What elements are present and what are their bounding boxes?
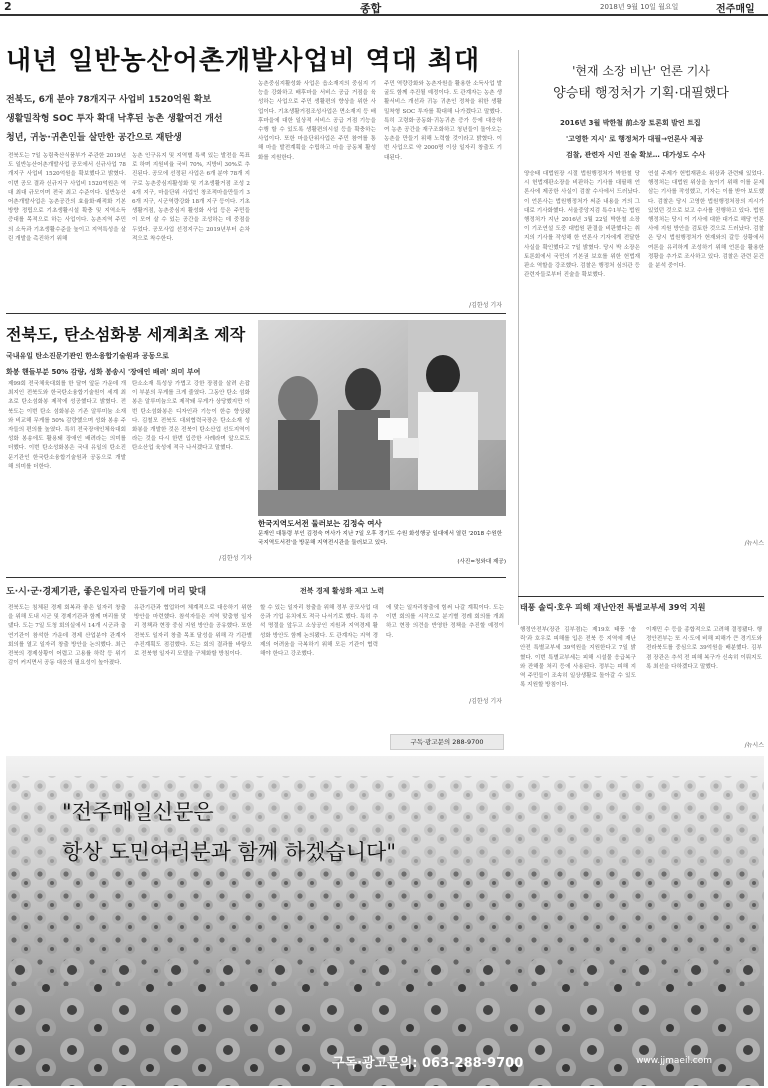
ad-slogan-line1: "전주매일신문은 [62, 800, 214, 824]
photo-caption-text: 문재인 대통령 부인 김정숙 여사가 지난 7일 오후 경기도 수원 화성행궁 일대에서 열린 '2018 수원한국지역도서전'을 방문해 지역전시관을 둘러보고 있다. [258, 531, 503, 546]
issue-date: 2018년 9월 10일 월요일 [600, 3, 679, 11]
sidebar-kicker: '현재 소장 비난' 언론 기사 [572, 64, 710, 78]
article4-byline: /뉴시스 [744, 742, 764, 749]
sidebar-sub3: 검찰, 관련자 시인 진술 확보… 대가성도 수사 [566, 151, 706, 159]
advertisement [6, 756, 764, 1086]
article4-headline: 태풍 솔릭·호우 피해 재난안전 특별교부세 39억 지원 [520, 603, 706, 612]
news-photo [258, 320, 506, 516]
ad-slogan-line2: 항상 도민여러분과 함께 하겠습니다" [62, 840, 396, 864]
article4-col2: 이재민 수 등을 종합적으로 고려해 결정됐다. 행정안전부는 또 시·도에 비해 피해가 큰 경기도와 전라북도를 중심으로 39억원을 배분했다. 김부겸 장관은 추석 전 피해 복구가 신속히 이뤄지도록 최선을 다하겠다고 말했다. [646, 627, 762, 670]
article3-col1: 전북도는 침체된 경제 회복과 좋은 일자리 창출을 위해 도내 시군 및 경제기관과 함께 머리를 맞댔다. 도는 7일 도청 회의실에서 14개 시군과 출연기관이 참석한 가운데 경제 산업분야 관계자 회의를 열고 일자리 창출 방안을 논의했다. 최근 전북의 경제상황이 어렵고 고용률 하락 등 위기감이 커지면서 공동 대응의 필요성이 높아졌다. [8, 605, 126, 667]
article1-col3: 농촌중심지활성화 사업은 읍소재지의 중심지 기능을 강화하고 배후마을 서비스 공급 거점을 육성하는 사업으로 주민 생활편의 향상을 위한 사업이다. 기초생활거점조성사업은 면소재지 등 배후마을에 대한 일상적 서비스 공급 거점 기능을 수행 할 수 있도록 생활편의시설 등을 확충하는 사업이다. 또한 마을단위사업은 주민 참여를 통해 마을 발전계획을 수립하고 마을 공동체 활성화를 지원한다. [258, 81, 376, 161]
ad-contact: 구독·광고문의: 063-288-9700 [332, 1056, 524, 1071]
article3-headline: 도·시·군·경제기관, 좋은일자리 만들기에 머리 맞대 [6, 587, 207, 597]
article1-byline: /김한성 기자 [469, 302, 502, 309]
sidebar-col1: 양승태 대법원장 시절 법원행정처가 박한철 당시 헌법재판소장을 비판하는 기사를 대필해 언론사에 제공한 사실이 검찰 수사에서 드러났다. 이 언론사는 법원행정처가 써준 내용을 거의 그대로 기사화했다. 서울중앙지검 특수1부는 법원행정처가 지난 2016년 3월 22일 박한철 소장이 기조연설 도중 대법원 판결을 비판했다는 취지의 기사를 작성해 한 언론사 기자에게 전달한 사실을 확인했다고 7일 밝혔다. 당시 박 소장은 토론회에서 국민의 기본권 보호를 위한 헌법재판소 역할을 강조했다. 검찰은 행정처 심의관 등 관련자들로부터 진술을 확보했다. [524, 171, 640, 279]
ad-url[interactable]: www.jjmaeil.com [636, 1056, 713, 1066]
article1-col1: 전북도는 7일 농림축산식품부가 주관한 2019년도 일반농산어촌개발사업 공모에서 신규사업 78개지구 사업비 1520억원을 확보했다고 밝혔다. 이번 공모 결과 신규지구 사업비 1520억원은 역대 최대 규모이며 전국 최고 수준이다. 일반농산어촌개발사업은 농촌공간의 효율화·쾌적화 기본방향 정립으로 기초생활시설 확충 및 지역소득 증대를 목적으로 하는 사업이다. 농촌지역 주민의 소득과 기초생활수준을 높이고 지역특성을 살린 개발을 촉진하기 위해 [8, 153, 126, 242]
photo-image [258, 320, 506, 516]
page-number: 2 [4, 0, 12, 13]
sidebar-col2: 연설 주제가 헌법재판소 위상과 관련돼 있었다. 행정처는 대법원 위상을 높이기 위해 이를 문제삼는 기사를 작성했고, 기자는 이를 받아 보도했다. 검찰은 당시 고영한 법원행정처장의 지시가 있었던 것으로 보고 수사를 진행하고 있다. 법원행정처는 당시 이 기사에 대한 대가로 해당 언론사에 지원 방안을 검토한 것으로 드러났다. 검찰은 당시 법원행정처가 헌재와의 갈등 상황에서 여론을 유리하게 조성하기 위해 언론을 활용한 정황을 추가로 조사하고 있다. 검찰은 관련 문건을 분석 중이다. [648, 171, 764, 270]
article2-col1: 제99회 전국체육대회를 한 달여 앞둔 가운데 개최지인 전북도와 한국탄소융합기술원이 세계 최초로 탄소섬화봉 제작에 성공했다고 밝혔다. 전북도는 이번 탄소 섬화봉은 기존 알루미늄 소재와 비교해 무게를 50% 감량했으며 성화 봉송 주자들의 편의를 높였다. 특히 전국장애인체육대회 성화 봉송에도 활용돼 장애인 배려라는 의미를 더했다. 이번 탄소성화봉은 국내 유일의 탄소진문기관인 한국탄소융합기술원과 공동으로 개발해 의미를 더한다. [8, 381, 126, 470]
article1-sub1: 전북도, 6개 분야 78개지구 사업비 1520억원 확보 [6, 95, 212, 105]
sidebar-sub1: 2016년 3월 박한철 前소장 토론회 발언 트집 [560, 119, 701, 127]
sidebar-headline: 양승태 행정처가 기획·대필했다 [553, 86, 729, 101]
article2-byline: /김한성 기자 [219, 555, 252, 562]
article3-col4: 에 맞는 일자리창출에 힘써 나갈 계획이다. 도는 이번 회의를 시작으로 분기별 정례 회의를 개최하고 현장 의견을 반영한 정책을 추진할 예정이다. [386, 605, 504, 639]
article3-byline: /김한성 기자 [469, 698, 502, 705]
sidebar-sub2: '고영한 지시' 로 행정처가 대필→언론사 제공 [566, 135, 704, 143]
article4-col1: 행정안전부(장관 김부겸)는 제19호 태풍 '솔릭'과 호우로 피해를 입은 전북 등 지역에 재난안전 특별교부세 39억원을 지원한다고 7일 밝혔다. 이번 특별교부세는 피해 시설물 응급복구와 잔해물 처리 등에 사용된다. 정부는 피해 지역 주민들이 조속히 일상생활로 돌아갈 수 있도록 지원할 방침이다. [520, 627, 636, 689]
divider [6, 313, 506, 314]
article3-sub: 전북 경제 활성화 제고 노력 [300, 587, 385, 595]
article2-sub2: 화봉 핸들부분 50% 감량, 성화 봉송시 '장애인 배려' 의미 부여 [6, 368, 201, 376]
sidebar-byline: /뉴시스 [744, 540, 764, 547]
article1-headline: 내년 일반농산어촌개발사업비 역대 최대 [6, 46, 481, 76]
article1-col2: 농촌 인구유지 및 지역별 특색 있는 발전을 목표로 하며 지원비율 국비 70%, 지방비 30%로 추진된다. 공모에 선정된 사업은 6개 분야 78개 지구로 농촌중심지활성화 및 기초생활거점 조성 24개 지구, 마을단위 사업인 창조적마을만들기 36개 지구, 시군역량강화 18개 지구 등이다. 기초생활거점, 농촌중심지 활성화 사업 등은 주민들이 모여 살 수 있는 공간을 조성하는 데 중점을 두었다. 공모사업 선정지구는 2019년부터 순차적으로 착수한다. [132, 153, 250, 242]
section-title: 종합 [360, 2, 382, 15]
article2-col2: 탄소소재 특성상 가볍고 강한 장점을 살려 손잡이 부분의 무게를 크게 줄였다. 그동안 탄소 섬화봉은 알루미늄으로 제작돼 무게가 상당했지만 이번 탄소섬화봉은 디자인과 기능이 한층 향상됐다. 김철모 전북도 대외협력국장은 탄소소재 성화봉을 개발한 것은 전북이 탄소산업 선도지역이라는 것을 다시 한번 입증한 사례라며 앞으로도 탄소산업 육성에 적극 나서겠다고 말했다. [132, 381, 250, 452]
article3-col3: 할 수 있는 일자리 창출을 위해 정부 공모사업 대응과 기업 유치에도 적극 나서기로 했다. 특히 추석 명절을 앞두고 소상공인 지원과 지역경제 활성화 방안도 함께 논의됐다. 도 관계자는 지역 경제의 어려움을 극복하기 위해 모든 기관이 협력해야 한다고 강조했다. [260, 605, 378, 658]
article1-sub2: 생활밀착형 SOC 투자 확대 낙후된 농촌 생활여건 개선 [6, 114, 223, 124]
page-header [0, 0, 768, 16]
article1-sub3: 청년, 귀농·귀촌인들 살만한 공간으로 재탄생 [6, 133, 182, 143]
divider [518, 596, 764, 597]
paper-name: 전주매일 [716, 4, 755, 15]
photo-credit: (사진=청와대 제공) [457, 559, 506, 565]
article2-sub1: 국내유일 탄소진문기관인 한소융합기술원과 공동으로 [6, 352, 169, 360]
article2-headline: 전북도, 탄소섬화봉 세계최초 제작 [6, 325, 246, 344]
article1-col4: 주민 역량강화와 농촌자원을 활용한 소득사업 발굴도 함께 추진될 예정이다. 도 관계자는 농촌 생활서비스 개선과 귀농 귀촌인 정착을 위한 생활밀착형 SOC 투자를 확대해 나가겠다고 말했다. 특히 고령화·공동화·귀농귀촌 증가 등에 대응하여 농촌 공간을 재구조화하고 청년들이 돌아오는 농촌을 만들기 위해 노력할 것이라고 밝혔다. 이번 사업으로 약 2000명 이상 일자리 창출도 기대된다. [384, 81, 502, 161]
subscribe-box: 구독·광고문의 288-9700 [390, 734, 504, 750]
divider [6, 577, 506, 578]
article3-col2: 유관기관과 협업하여 체계적으로 대응하기 위한 방안을 마련했다. 참석자들은 지역 맞춤형 일자리 정책과 현장 중심 지원 방안을 공유했다. 또한 전북도 일자리 창출 목표 달성을 위해 각 기관별 추진계획도 점검했다. 도는 회의 결과를 바탕으로 전북형 일자리 모델을 구체화할 방침이다. [134, 605, 252, 658]
photo-caption-title: 한국지역도서전 둘러보는 김정숙 여사 [258, 519, 382, 528]
